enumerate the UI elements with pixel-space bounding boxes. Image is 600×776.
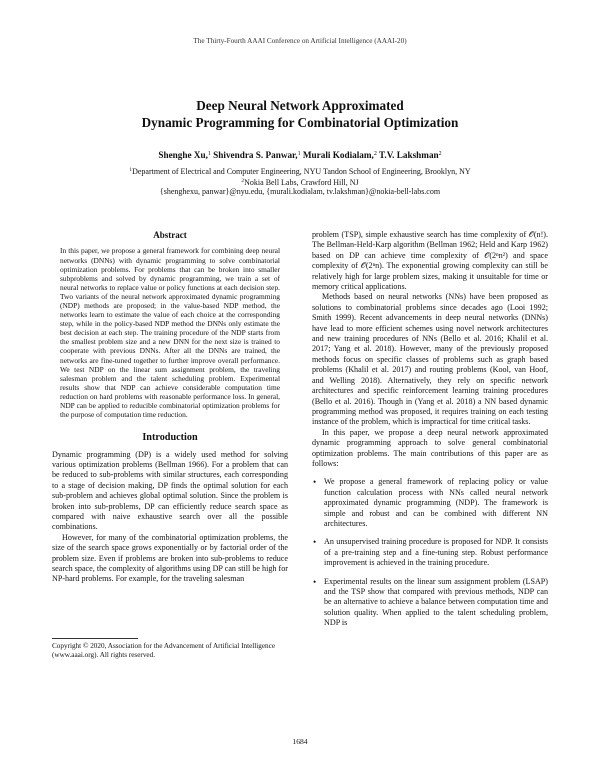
contributions-list bbox=[312, 477, 548, 628]
title-line-1: Deep Neural Network Approximated bbox=[196, 98, 404, 113]
bullet-icon: • bbox=[313, 576, 317, 587]
author: Murali Kodialam,$^2$ bbox=[302, 150, 377, 160]
right-paragraph-1: problem (TSP), simple exhaustive search has time complexity of 𝒪(n!). The Bellman-Held-Karp algorithm (Bellman 1962; Held and Karp 1962) based on DP can achieve time complexity of 𝒪(2ⁿn²) and space complexity of 𝒪(2ⁿn). The exponential growing complexity can still be relatively high for large problem sizes, making it unsuitable for time or memory critical applications. bbox=[312, 230, 549, 292]
bullet-icon: • bbox=[313, 477, 317, 488]
abstract-text: In this paper, we propose a general framework for combining deep neural networks (DNNs) with dynamic programming to solve combinatorial optimization problems. For problems that can be broken into smaller subproblems and solved by dynamic programming, we train a set of neural networks to replace value or policy functions at each decision step. Two variants of the neural network approximated dynamic programming (NDP) methods are proposed; in the value-based NDP method, the networks learn to estimate the value of each choice at the corresponding step, while in the policy-based NDP method the DNNs only estimate the best decision at each step. The training procedure of the NDP starts from the smallest problem size and a new DNN for the next size is trained to cooperate with previous DNNs. After all the DNNs are trained, the networks are fine-tuned together to further improve overall performance. We test NDP on the linear sum assignment problem, the traveling salesman problem and the talent scheduling problem. Experimental results show that NDP can achieve considerable computation time reduction on hard problems with reasonable performance loss. In general, NDP can be applied to reducible combinatorial optimization problems for the purpose of computation time reduction. bbox=[60, 246, 280, 420]
intro-paragraph-2: However, for many of the combinatorial optimization problems, the size of the search space grows exponentially or by factorial order of the problem size. Even if problems are broken into sub-problems to reduce search space, the complexity of algorithms using DP can still be high for NP-hard problems. For example, for the traveling salesman bbox=[52, 532, 288, 584]
right-column bbox=[312, 230, 548, 637]
title-line-2: Dynamic Programming for Combinatorial Optimization bbox=[141, 114, 459, 130]
list-item: • An unsupervised training procedure is proposed for NDP. It consists of a pre-training step and a fine-tuning step. Robust performance improvement is achieved in the training procedure. bbox=[313, 537, 548, 568]
affiliation-2: $^2$Nokia Bell Labs, Crawford Hill, NJ bbox=[241, 178, 359, 187]
conference-header: The Thirty-Fourth AAAI Conference on Artificial Intelligence (AAAI-20) bbox=[193, 37, 407, 45]
intro-paragraph-1: Dynamic programming (DP) is a widely used method for solving various optimization problems (Bellman 1966). For a problem that can be reduced to sub-problems with similar structures, each corresponding to a stage of decision making, DP finds the optimal solution for each sub-problem and achieves global optimal solution. Since the problem is broken into sub-problems, DP can efficiently reduce search space as compared with naive exhaustive search over all the possible combinations. bbox=[52, 449, 288, 532]
list-item: • We propose a general framework of replacing policy or value function calculation process with NNs called neural network approximated dynamic programming (NDP). The framework is simple and robust and can be combined with different NN architectures. bbox=[313, 477, 548, 528]
copyright-footnote: Copyright © 2020, Association for the Advancement of Artificial Intelligence (www.aaai.org). All rights reserved. bbox=[52, 642, 276, 659]
introduction-heading: Introduction bbox=[142, 432, 198, 444]
abstract-heading: Abstract bbox=[153, 230, 187, 240]
right-paragraph-2: Methods based on neural networks (NNs) have been proposed as solutions to combinatorial problems since decades ago (Looi 1992; Smith 1999). Recent advancements in deep neural networks (DNNs) have lead to more efficient schemes using novel network architectures and new training procedures of NNs (Bello et al. 2016; Khalil et al. 2017; Yang et al. 2018). However, many of the previously proposed methods focus on specific classes of problems such as graph based problems (Khalil et al. 2017) and routing problems (Kool, van Hoof, and Welling 2018). Alternatively, they rely on specific network architectures and specific reinforcement learning training procedures (Bello et al. 2016). Though in (Yang et al. 2018) a NN based dynamic programming method was proposed, it requires training on each testing instance of the problem, which is impractical for time critical tasks. bbox=[312, 292, 548, 427]
right-paragraph-3: In this paper, we propose a deep neural network approximated dynamic programming approach to solve general combinatorial optimization problems. The main contributions of this paper are as follows: bbox=[312, 427, 548, 468]
footnote-rule bbox=[52, 638, 138, 639]
affiliation-1: $^1$Department of Electrical and Computer Engineering, NYU Tandon School of Engineering, Brooklyn, NY bbox=[129, 167, 471, 176]
page-number: 1684 bbox=[292, 737, 308, 746]
author: Shenghe Xu,$^1$ bbox=[158, 150, 211, 160]
paper-title bbox=[0, 98, 600, 131]
bullet-icon: • bbox=[313, 537, 317, 548]
author-emails: {shenghexu, panwar}@nyu.edu, {murali.kodialam, tv.lakshman}@nokia-bell-labs.com bbox=[159, 187, 441, 196]
list-item: • Experimental results on the linear sum assignment problem (LSAP) and the TSP show that compared with previous methods, NDP can be an alternative to achieve a balance between computation time and solution quality. When applied to the talent scheduling problem, NDP is bbox=[313, 576, 548, 628]
author-list bbox=[0, 150, 600, 160]
author: T.V. Lakshman$^2$ bbox=[378, 150, 442, 160]
left-column bbox=[52, 230, 288, 585]
author: Shivendra S. Panwar,$^1$ bbox=[213, 150, 301, 160]
